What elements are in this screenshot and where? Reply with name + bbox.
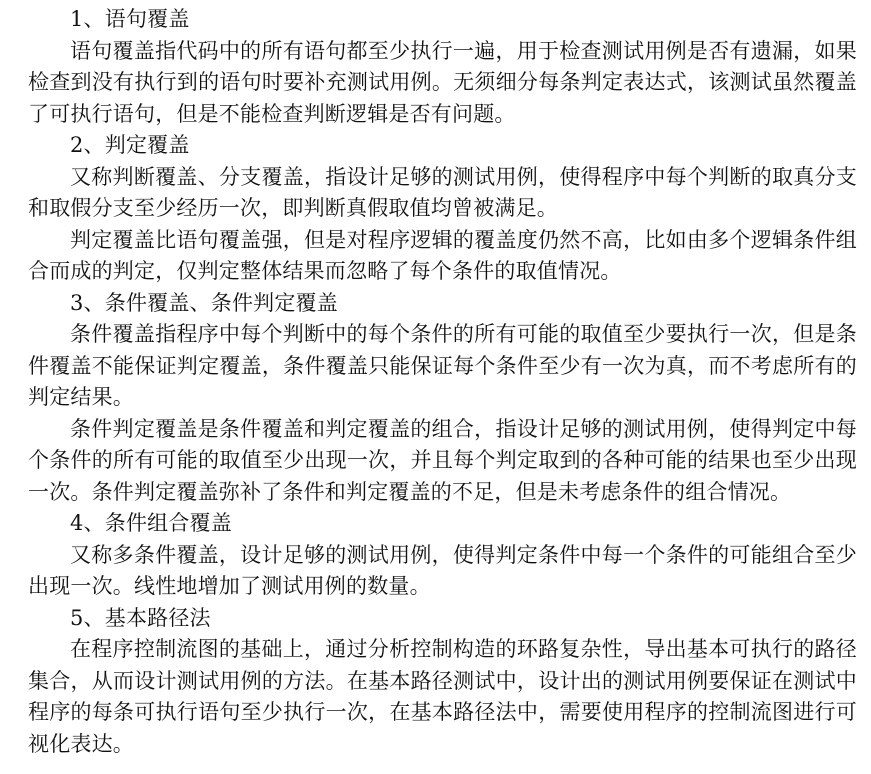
section-heading-basis-path: 5、基本路径法 xyxy=(70,605,211,630)
paragraph-condition-decision-coverage: 条件判定覆盖是条件覆盖和判定覆盖的组合，指设计足够的测试用例，使得判定中每个条件的所有可能的取值至少出现一次，并且每个判定取到的各种可能的结果也至少出现一次。条件判定覆盖弥补了条件和判定覆盖的不足，但是未考虑条件的组合情况。 xyxy=(28,416,857,504)
paragraph-decision-coverage-comparison: 判定覆盖比语句覆盖强，但是对程序逻辑的覆盖度仍然不高，比如由多个逻辑条件组合而成的判定，仅判定整体结果而忽略了每个条件的取值情况。 xyxy=(28,227,857,283)
paragraph-condition-combination-coverage: 又称多条件覆盖，设计足够的测试用例，使得判定条件中每一个条件的可能组合至少出现一次。线性地增加了测试用例的数量。 xyxy=(28,542,857,598)
paragraph-decision-coverage-definition: 又称判断覆盖、分支覆盖，指设计足够的测试用例，使得程序中每个判断的取真分支和取假分支至少经历一次，即判断真假取值均曾被满足。 xyxy=(28,164,857,220)
paragraph-basis-path: 在程序控制流图的基础上，通过分析控制构造的环路复杂性，导出基本可执行的路径集合，从而设计测试用例的方法。在基本路径测试中，设计出的测试用例要保证在测试中程序的每条可执行语句至少执行一次，在基本路径法中，需要使用程序的控制流图进行可视化表达。 xyxy=(28,637,857,756)
section-heading-decision-coverage: 2、判定覆盖 xyxy=(70,133,190,157)
paragraph-condition-coverage: 条件覆盖指程序中每个判断中的每个条件的所有可能的取值至少要执行一次，但是条件覆盖不能保证判定覆盖，条件覆盖只能保证每个条件至少有一次为真，而不考虑所有的判定结果。 xyxy=(28,322,857,409)
section-heading-condition-coverage: 3、条件覆盖、条件判定覆盖 xyxy=(70,290,338,315)
section-heading-condition-combination-coverage: 4、条件组合覆盖 xyxy=(70,511,232,535)
section-heading-statement-coverage: 1、语句覆盖 xyxy=(70,7,190,31)
paragraph-statement-coverage: 语句覆盖指代码中的所有语句都至少执行一遍，用于检查测试用例是否有遗漏，如果检查到没有执行到的语句时要补充测试用例。无须细分每条判定表达式，该测试虽然覆盖了可执行语句，但是不能检查判断逻辑是否有问题。 xyxy=(28,38,857,126)
